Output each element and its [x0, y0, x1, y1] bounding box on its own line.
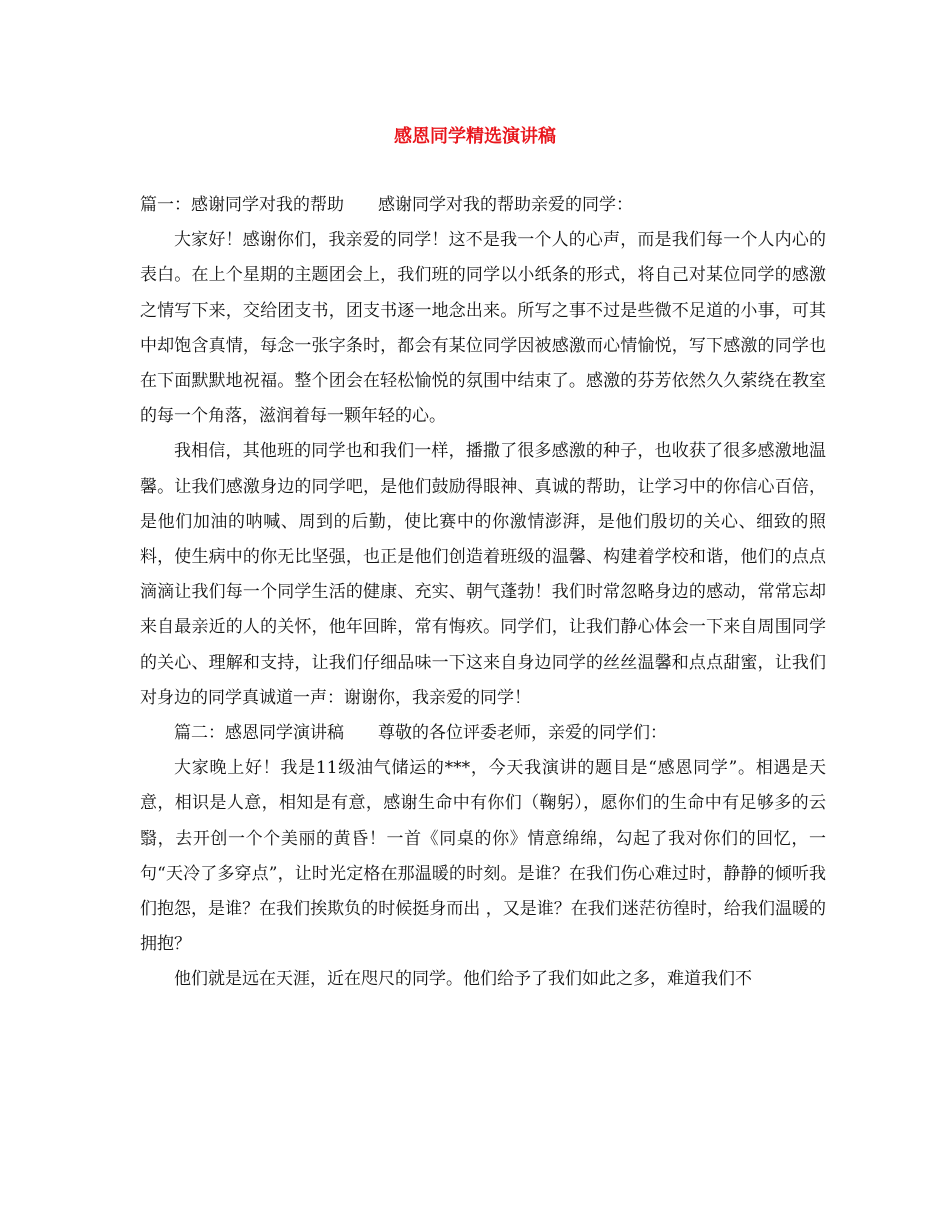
- paragraph: 他们就是远在天涯，近在咫尺的同学。他们给予了我们如此之多，难道我们不: [174, 969, 752, 990]
- document-body: [140, 188, 826, 998]
- paragraph-heading-1: 篇一：感谢同学对我的帮助 感谢同学对我的帮助亲爱的同学：: [140, 195, 633, 215]
- document-title: 感恩同学精选演讲稿: [394, 126, 556, 147]
- paragraph: 大家好！感谢你们，我亲爱的同学！这不是我一个人的心声，而是我们每一个人内心的表白。在上个星期的主题团会上，我们班的同学以小纸条的形式，将自己对某位同学的感激之情写下来，交给团支书，团支书逐一地念出来。所写之事不过是些微不足道的小事，可其中却饱含真情，每念一张字条时，都会有某位同学因被感激而心情愉悦，写下感激的同学也在下面默默地祝福。整个团会在轻松愉悦的氛围中结束了。感激的芬芳依然久久萦绕在教室的每一个角落，滋润着每一颗年轻的心。: [140, 230, 826, 427]
- paragraph: 我相信，其他班的同学也和我们一样，播撒了很多感激的种子，也收获了很多感激地温馨。让我们感激身边的同学吧，是他们鼓励得眼神、真诚的帮助，让学习中的你信心百倍，是他们加油的呐喊、周到的后勤，使比赛中的你激情澎湃，是他们殷切的关心、细致的照料，使生病中的你无比坚强，也正是他们创造着班级的温馨、构建着学校和谐，他们的点点滴滴让我们每一个同学生活的健康、充实、朝气蓬勃！我们时常忽略身边的感动，常常忘却来自最亲近的人的关怀，他年回眸，常有悔疚。同学们，让我们静心体会一下来自周围同学的关心、理解和支持，让我们仔细品味一下这来自身边同学的丝丝温馨和点点甜蜜，让我们对身边的同学真诚道一声：谢谢你，我亲爱的同学！: [140, 441, 826, 708]
- paragraph: 大家晚上好！我是11级油气储运的***，今天我演讲的题目是“感恩同学”。相遇是天意，相识是人意，相知是有意，感谢生命中有你们（鞠躬），愿你们的生命中有足够多的云翳，去开创一个个美丽的黄昏！一首《同桌的你》情意绵绵，勾起了我对你们的回忆，一句“天冷了多穿点”，让时光定格在那温暖的时刻。是谁？在我们伤心难过时，静静的倾听我们抱怨，是谁？在我们挨欺负的时候挺身而出 ，又是谁？在我们迷茫彷徨时，给我们温暖的拥抱？: [140, 758, 826, 955]
- paragraph-heading-2: 篇二：感恩同学演讲稿 尊敬的各位评委老师，亲爱的同学们：: [174, 723, 667, 744]
